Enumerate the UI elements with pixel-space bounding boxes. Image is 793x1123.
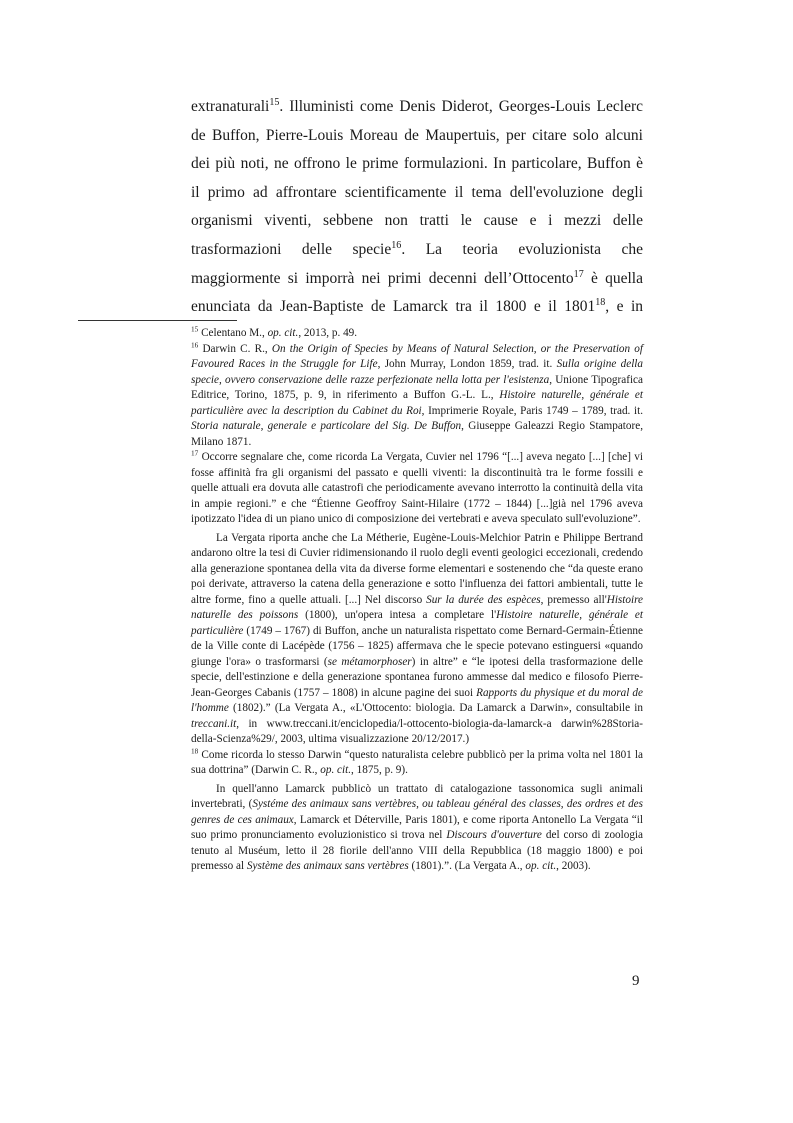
main-paragraph bbox=[191, 93, 643, 322]
footnote-15: $^{15}$ Celentano M., op. cit., 2013, p. 49. bbox=[191, 325, 358, 339]
body-line: enunciata da Jean-Baptiste de Lamarck tra il 1800 e il 1801$^{18}$, e in bbox=[191, 297, 644, 316]
footnote-18-continued: In quell'anno Lamarck pubblicò un trattato di catalogazione tassonomica sugli animali invertebrati, (Systéme des animaux sans vertèbres, ou tableau général des classes, des ordres et des genres de ces animaux, Lamarck et Déterville, Paris 1801), e come riporta Antonello La Vergata “il suo primo pronunciamento evoluzionistico si trova nel Discours d'ouverture del corso di zoologia tenuto al Muséum, letto il 28 fiorile dell'anno VIII della Repubblica (18 maggio 1800) e poi premesso al Système des animaux sans vertèbres (1801).”. (La Vergata A., op. cit., 2003). bbox=[191, 782, 644, 872]
footnote-ref[interactable]: 18 bbox=[595, 297, 606, 308]
footnote-ref[interactable]: 17 bbox=[573, 268, 584, 280]
footnote-17-continued: La Vergata riporta anche che La Métherie, Eugène-Louis-Melchior Patrin e Philippe Bertrand andarono oltre la tesi di Cuvier ridimensionando il ruolo degli eventi geologici eccezionali, credendo alla generazione spontanea della vita da diverse forme elementari e sostenendo che “da queste erano poi derivate, attraverso la catena della generazione e sotto l'influenza dei fattori ambientali, tutte le altre forme, fino a quelle attuali. [...] Nel discorso Sur la durée des espèces, premesso all'Histoire naturelle des poissons (1800), un'opera intesa a completare l'Histoire naturelle, générale et particulière (1749 – 1767) di Buffon, anche un naturalista rispettato come Bernard-Germain-Étienne de la Ville conte di Lacépède (1756 – 1825) affermava che le specie potevano estinguersi «quando giunge l'ora» o trasformarsi (se métamorphoser) in altre” e “le ipotesi della trasformazione delle specie, dell'estinzione e della generazione spontanea furono ammesse dal medico e filosofo Pierre-Jean-Georges Cabanis (1757 – 1808) in alcune pagine dei suoi Rapports du physique et du moral de l'homme (1802).” (La Vergata A., «L'Ottocento: biologia. Da Lamarck a Darwin», consultabile in treccani.it, in www.treccani.it/enciclopedia/l-ottocento-biologia-da-lamarck-a darwin%28Storia-della-Scienza%29/, 2003, ultima visualizzazione 20/12/2017.) bbox=[191, 531, 643, 745]
footnotes bbox=[191, 326, 643, 875]
body-line: organismi viventi, sebbene non tratti le cause e i mezzi delle bbox=[191, 212, 643, 230]
footnote-18: $^{18}$ Come ricorda lo stesso Darwin “questo naturalista celebre pubblicò per la prima volta nel 1801 la sua dottrina” (Darwin C. R., op. cit., 1875, p. 9). bbox=[191, 746, 643, 776]
footnote-17: $^{17}$ Occorre segnalare che, come ricorda La Vergata, Cuvier nel 1796 “[...] aveva negato [...] [che] vi fosse affinità fra gli organismi del passato e quelli viventi: la discontinuità tra le forme fossili e quelle attuali era dovuta alle catastrofi che periodicamente avevano interrotto la continuità della vita in ampie regioni.” e che “Étienne Geoffroy Saint-Hilaire (1772 – 1844) [...]già nel 1796 aveva ipotizzato l'idea di un piano unico di composizione dei vertebrati e aveva speculato sull'evoluzione”. bbox=[191, 449, 643, 525]
footnote-16: $^{16}$ Darwin C. R., On the Origin of Species by Means of Natural Selection, or the Preservation of Favoured Races in the Struggle for Life, John Murray, London 1859, trad. it. Sulla origine della specie, ovvero conservazione delle razze perfezionate nella lotta per l'esistenza, Unione Tipografica Editrice, Torino, 1875, p. 9, in riferimento a Buffon G.-L. L., Histoire naturelle, générale et particulière avec la description du Cabinet du Roi, Imprimerie Royale, Paris 1749 – 1789, trad. it. Storia naturale, generale e particolare del Sig. De Buffon, Giuseppe Galeazzi Regio Stampatore, Milano 1871. bbox=[191, 340, 644, 448]
footnote-separator bbox=[78, 320, 237, 321]
body-line: il primo ad affrontare scientificamente il tema dell'evoluzione degli bbox=[191, 183, 643, 201]
footnote-ref[interactable]: 15 bbox=[269, 96, 280, 108]
body-line: dei più noti, ne offrono le prime formulazioni. In particolare, Buffon è bbox=[191, 155, 643, 173]
body-line: extranaturali$^{15}$. Illuministi come Denis Diderot, Georges-Louis Leclerc bbox=[191, 96, 643, 115]
footnote-ref[interactable]: 16 bbox=[391, 239, 402, 251]
body-line: trasformazioni delle specie$^{16}$. La teoria evoluzionista che bbox=[191, 239, 643, 258]
body-line: maggiormente si imporrà nei primi decenni dell’Ottocento$^{17}$ è quella bbox=[191, 268, 643, 287]
body-line: de Buffon, Pierre-Louis Moreau de Maupertuis, per citare solo alcuni bbox=[191, 126, 643, 144]
page-number: 9 bbox=[632, 973, 640, 989]
